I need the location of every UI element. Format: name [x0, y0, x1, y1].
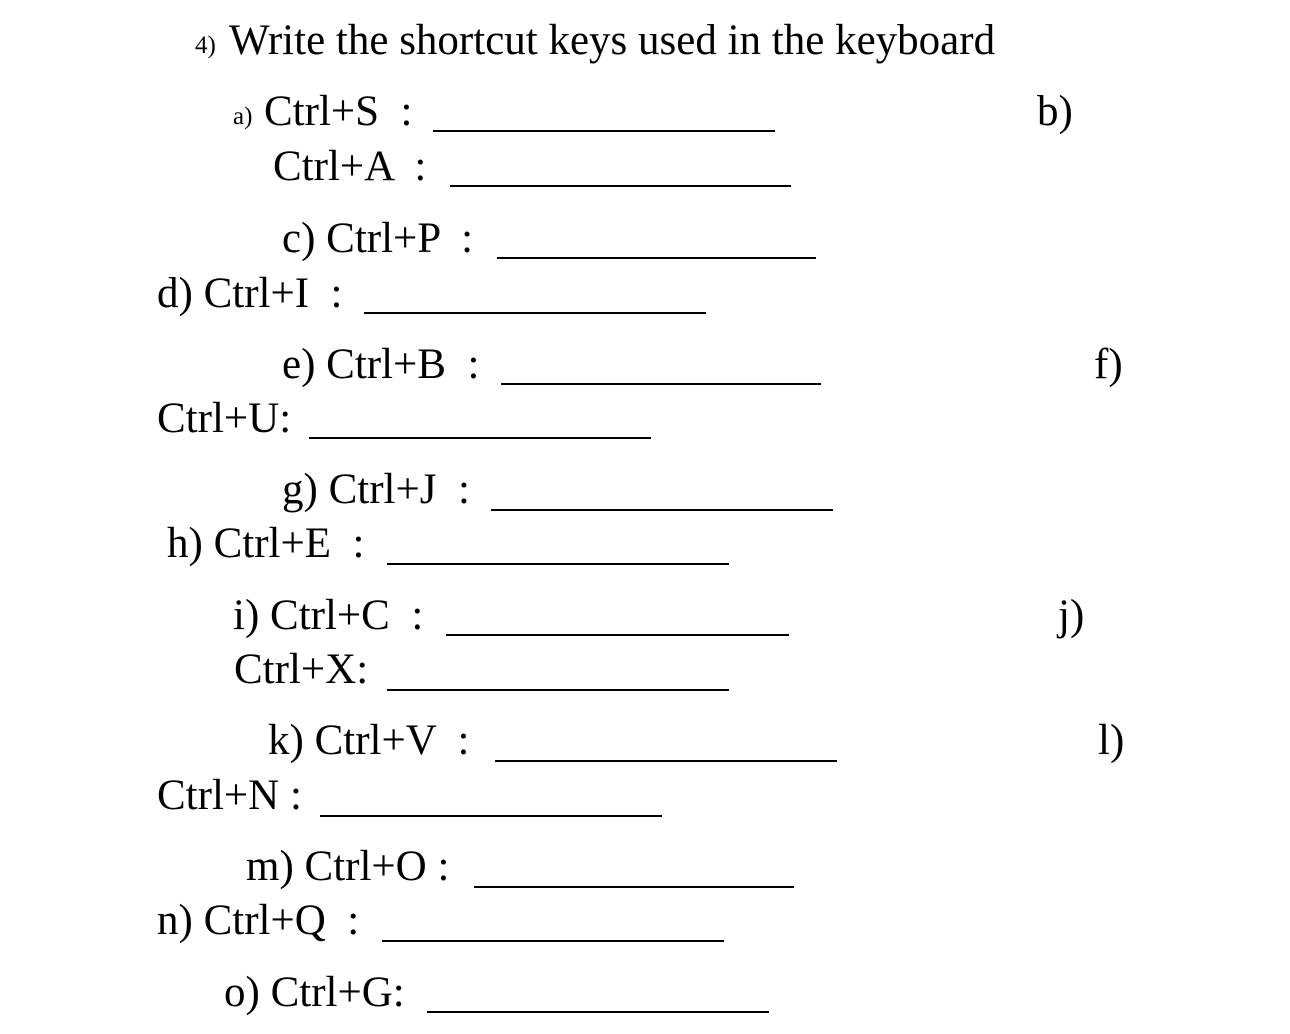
item-a-shortcut: Ctrl+S :: [264, 88, 413, 135]
item-c-answer-blank[interactable]: [497, 257, 816, 259]
item-n-shortcut: n) Ctrl+Q :: [157, 897, 360, 944]
item-k-answer-blank[interactable]: [495, 760, 837, 762]
item-l-letter: l): [1098, 717, 1125, 764]
item-i-answer-blank[interactable]: [446, 634, 789, 636]
item-a-answer-blank[interactable]: [433, 130, 775, 132]
item-l-answer-blank[interactable]: [320, 815, 662, 817]
item-l-shortcut: Ctrl+N :: [157, 772, 302, 819]
item-j-letter: j): [1058, 592, 1085, 639]
item-d-answer-blank[interactable]: [364, 312, 706, 314]
item-i-shortcut: i) Ctrl+C :: [233, 592, 424, 639]
item-b-answer-blank[interactable]: [450, 185, 791, 187]
item-e-shortcut: e) Ctrl+B :: [282, 341, 480, 388]
item-j-answer-blank[interactable]: [387, 689, 729, 691]
item-j-shortcut: Ctrl+X:: [234, 646, 369, 693]
item-a-letter: a): [233, 103, 253, 130]
question-title: Write the shortcut keys used in the keyboard: [229, 17, 996, 64]
item-h-answer-blank[interactable]: [387, 563, 729, 565]
item-f-shortcut: Ctrl+U:: [157, 395, 292, 442]
item-c-shortcut: c) Ctrl+P :: [282, 215, 474, 262]
item-f-letter: f): [1094, 341, 1123, 388]
item-g-answer-blank[interactable]: [491, 509, 833, 511]
item-b-letter: b): [1037, 88, 1073, 135]
item-e-answer-blank[interactable]: [501, 383, 821, 385]
item-h-shortcut: h) Ctrl+E :: [167, 520, 365, 567]
item-m-shortcut: m) Ctrl+O :: [246, 843, 450, 890]
item-n-answer-blank[interactable]: [382, 940, 724, 942]
question-number: 4): [195, 32, 216, 59]
item-m-answer-blank[interactable]: [474, 886, 794, 888]
item-b-shortcut: Ctrl+A :: [273, 143, 427, 190]
item-k-shortcut: k) Ctrl+V :: [268, 717, 470, 764]
item-o-shortcut: o) Ctrl+G:: [224, 969, 405, 1016]
item-o-answer-blank[interactable]: [427, 1011, 769, 1013]
item-f-answer-blank[interactable]: [309, 437, 651, 439]
item-d-shortcut: d) Ctrl+I :: [157, 270, 343, 317]
item-g-shortcut: g) Ctrl+J :: [282, 466, 470, 513]
